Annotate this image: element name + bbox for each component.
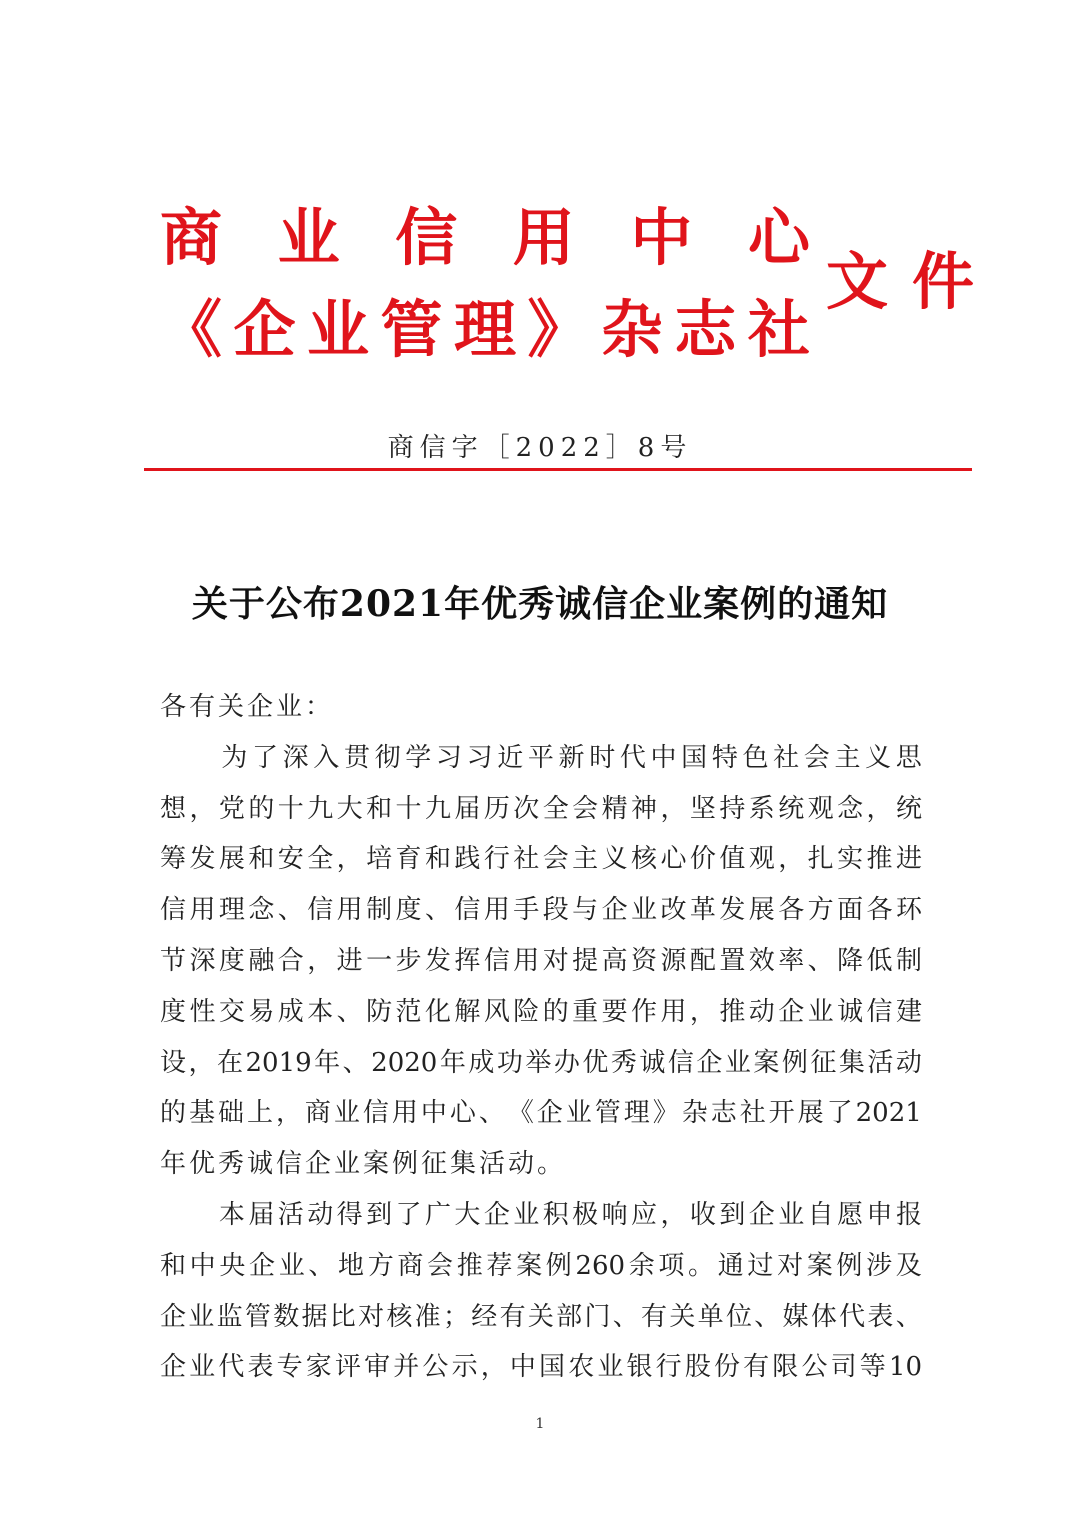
org-line-1-char: 中	[630, 201, 693, 274]
body-line: 企 业 代 表 专 家 评 审 并 公 示 ， 中 国 农 业 银 行 股 份 有 限 公 司 等 10	[160, 1352, 922, 1383]
body-line: 的 基 础 上 ， 商 业 信 用 中 心 、 《 企 业 管 理 》 杂 志 社 开 展 了 2021	[160, 1098, 922, 1129]
page-number: 1	[535, 1416, 545, 1432]
body-line: 信 用 理 念 、 信 用 制 度 、 信 用 手 段 与 企 业 改 革 发 展 各 方 面 各 环	[160, 895, 922, 926]
org-line-2-char: 《	[160, 293, 223, 366]
notice-body	[160, 682, 922, 1393]
document-type-label: 文件	[826, 245, 999, 318]
org-line-1-char: 用	[512, 201, 575, 274]
org-line-1-char: 业	[277, 201, 340, 274]
org-line-2-char: 理	[453, 293, 516, 366]
salutation: 各有关企业：	[160, 692, 335, 722]
org-line-1-char: 心	[747, 201, 810, 274]
document-number: 商信字［2022］8号	[387, 433, 693, 463]
org-line-2-char: 业	[306, 293, 369, 366]
body-line: 企 业 监 管 数 据 比 对 核 准 ； 经 有 关 部 门 、 有 关 单 位 、 媒 体 代 表 、	[160, 1301, 922, 1332]
body-line: 本 届 活 动 得 到 了 广 大 企 业 积 极 响 应 ， 收 到 企 业 自 愿 申 报	[218, 1199, 922, 1230]
body-line: 和 中 央 企 业 、 地 方 商 会 推 荐 案 例 260 余 项 。 通 过 对 案 例 涉 及	[160, 1250, 922, 1281]
org-line-2-char: 管	[380, 293, 443, 366]
body-line: 节 深 度 融 合 ， 进 一 步 发 挥 信 用 对 提 高 资 源 配 置 效 率 、 降 低 制	[160, 945, 922, 976]
body-line: 年优秀诚信企业案例征集活动。	[160, 1149, 567, 1180]
org-line-2-char: 》	[527, 293, 590, 366]
org-line-1-char: 信	[395, 201, 458, 274]
body-line: 想 ， 党 的 十 九 大 和 十 九 届 历 次 全 会 精 神 ， 坚 持 系 统 观 念 ， 统	[160, 793, 922, 824]
org-line-1-char: 商	[160, 201, 223, 274]
body-line: 为 了 深 入 贯 彻 学 习 习 近 平 新 时 代 中 国 特 色 社 会 主 义 思	[221, 742, 922, 773]
org-name-line-1	[160, 200, 810, 276]
notice-title: 关于公布2021年优秀诚信企业案例的通知	[191, 583, 889, 625]
org-line-2-char: 杂	[600, 293, 663, 366]
body-paragraphs	[160, 733, 922, 1393]
org-line-2-char: 志	[674, 293, 737, 366]
org-line-2-char: 企	[233, 293, 296, 366]
body-line: 设 ， 在 2019 年 、 2020 年 成 功 举 办 优 秀 诚 信 企 业 案 例 征 集 活 动	[160, 1047, 922, 1078]
red-divider	[144, 468, 972, 471]
org-line-2-char: 社	[747, 293, 810, 366]
body-line: 筹 发 展 和 安 全 ， 培 育 和 践 行 社 会 主 义 核 心 价 值 观 ， 扎 实 推 进	[160, 844, 922, 875]
org-name-line-2	[160, 292, 810, 368]
body-line: 度 性 交 易 成 本 、 防 范 化 解 风 险 的 重 要 作 用 ， 推 动 企 业 诚 信 建	[160, 996, 922, 1027]
